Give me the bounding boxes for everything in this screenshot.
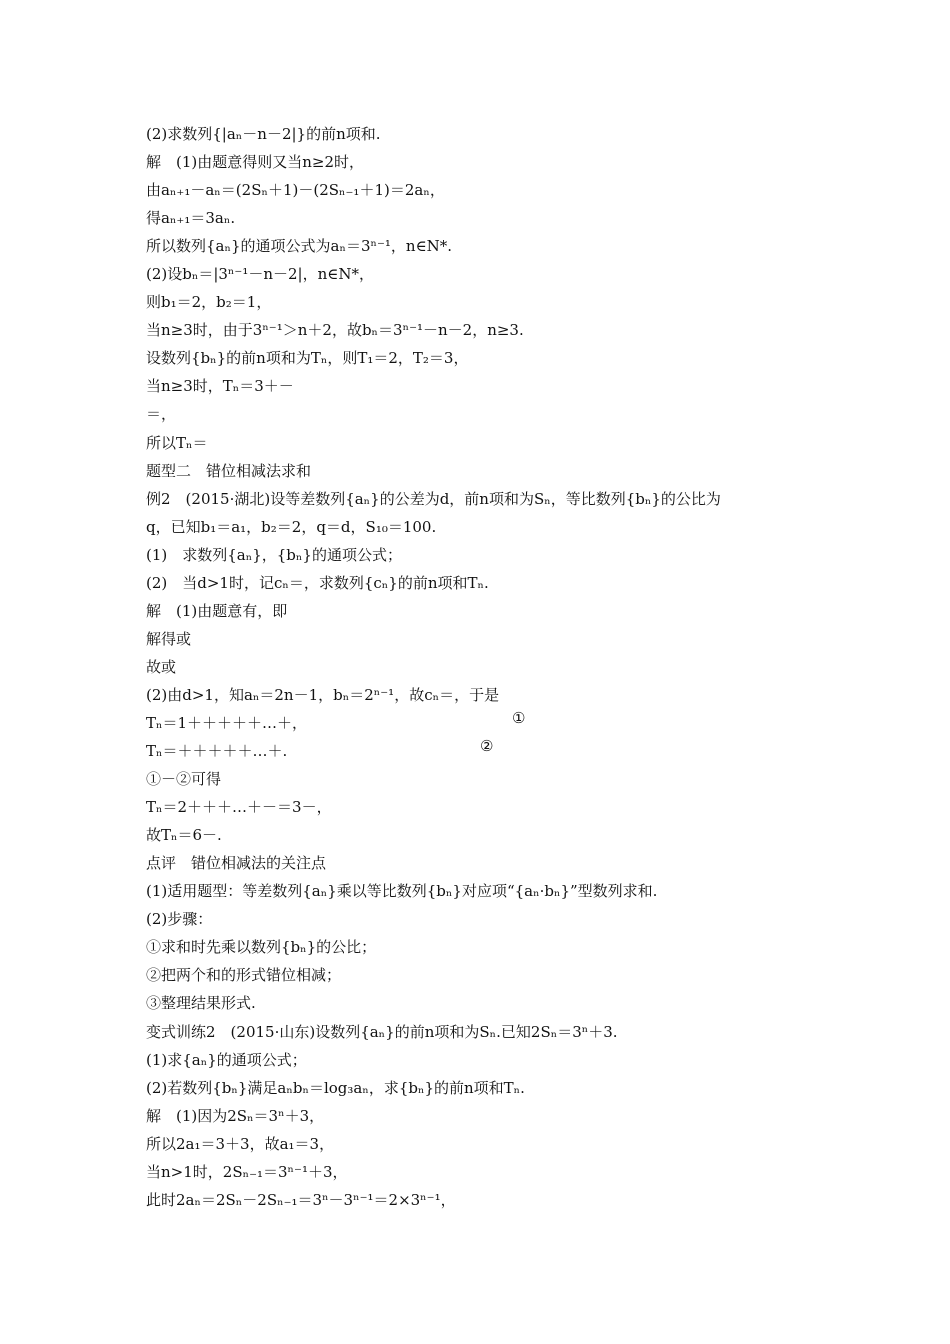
comment-heading: 点评 错位相减法的关注点 bbox=[146, 854, 327, 873]
text-line: 得aₙ₊₁＝3aₙ. bbox=[146, 209, 236, 228]
text-line: ①－②可得 bbox=[146, 770, 222, 789]
text-line: (2)求数列{|aₙ－n－2|}的前n项和. bbox=[146, 125, 381, 143]
equation-row-2 bbox=[146, 737, 826, 765]
text-line: (1) 求数列{aₙ}，{bₙ}的通项公式； bbox=[146, 545, 402, 564]
text-line: 则b₁＝2，b₂＝1， bbox=[146, 293, 272, 312]
text-line: ＝， bbox=[146, 405, 177, 424]
text-line: 解得或 bbox=[146, 629, 192, 648]
text-line: 所以2a₁＝3＋3，故a₁＝3， bbox=[146, 1134, 335, 1153]
step-item: ①求和时先乘以数列{bₙ}的公比； bbox=[146, 938, 377, 957]
document-body bbox=[146, 120, 826, 1214]
text-line: 解 (1)因为2Sₙ＝3ⁿ＋3， bbox=[146, 1106, 325, 1125]
text-line: 解 (1)由题意得则又当n≥2时， bbox=[146, 153, 365, 172]
text-line: (2)由d>1，知aₙ＝2n－1，bₙ＝2ⁿ⁻¹，故cₙ＝，于是 bbox=[146, 685, 500, 704]
text-line: 故Tₙ＝6－. bbox=[146, 826, 222, 845]
text-line: (2)步骤： bbox=[146, 910, 213, 929]
text-line: (2) 当d>1时，记cₙ＝，求数列{cₙ}的前n项和Tₙ. bbox=[146, 573, 489, 592]
text-line: 所以Tₙ＝ bbox=[146, 433, 208, 452]
text-line: (2)设bₙ＝|3ⁿ⁻¹－n－2|，n∈N*， bbox=[146, 265, 375, 284]
equation-number-1: ① bbox=[512, 708, 526, 727]
text-line: 当n≥3时，由于3ⁿ⁻¹＞n＋2，故bₙ＝3ⁿ⁻¹－n－2，n≥3. bbox=[146, 321, 524, 340]
text-line: q，已知b₁＝a₁，b₂＝2，q＝d，S₁₀＝100. bbox=[146, 517, 437, 536]
step-item: ②把两个和的形式错位相减； bbox=[146, 966, 342, 985]
text-line: (1)适用题型：等差数列{aₙ}乘以等比数列{bₙ}对应项“{aₙ·bₙ}”型数列求和. bbox=[146, 882, 658, 901]
text-line: 所以数列{aₙ}的通项公式为aₙ＝3ⁿ⁻¹，n∈N*. bbox=[146, 237, 453, 256]
step-item: ③整理结果形式. bbox=[146, 994, 256, 1013]
text-line: 由aₙ₊₁－aₙ＝(2Sₙ＋1)－(2Sₙ₋₁＋1)＝2aₙ， bbox=[146, 181, 445, 200]
example-heading: 例2 (2015·湖北)设等差数列{aₙ}的公差为d，前n项和为Sₙ，等比数列{bₙ}的公比为 bbox=[146, 489, 721, 508]
exercise-heading: 变式训练2 (2015·山东)设数列{aₙ}的前n项和为Sₙ.已知2Sₙ＝3ⁿ＋3. bbox=[146, 1022, 618, 1041]
text-line: 解 (1)由题意有，即 bbox=[146, 601, 288, 620]
text-line: Tₙ＝2＋＋＋…＋－＝3－， bbox=[146, 798, 332, 817]
equation-line: Tₙ＝1＋＋＋＋＋…＋， bbox=[146, 713, 308, 732]
text-line: 当n>1时，2Sₙ₋₁＝3ⁿ⁻¹＋3， bbox=[146, 1162, 348, 1181]
text-line: (2)若数列{bₙ}满足aₙbₙ＝log₃aₙ，求{bₙ}的前n项和Tₙ. bbox=[146, 1078, 525, 1097]
equation-line: Tₙ＝＋＋＋＋＋…＋. bbox=[146, 742, 288, 761]
text-line: 当n≥3时，Tₙ＝3＋－ bbox=[146, 377, 294, 396]
text-line: 设数列{bₙ}的前n项和为Tₙ，则T₁＝2，T₂＝3， bbox=[146, 349, 469, 368]
text-line: 此时2aₙ＝2Sₙ－2Sₙ₋₁＝3ⁿ－3ⁿ⁻¹＝2×3ⁿ⁻¹， bbox=[146, 1190, 456, 1209]
text-line: (1)求{aₙ}的通项公式； bbox=[146, 1050, 307, 1069]
equation-row-1 bbox=[146, 709, 826, 737]
equation-number-2: ② bbox=[480, 737, 494, 756]
section-heading: 题型二 错位相减法求和 bbox=[146, 461, 312, 480]
text-line: 故或 bbox=[146, 657, 177, 676]
